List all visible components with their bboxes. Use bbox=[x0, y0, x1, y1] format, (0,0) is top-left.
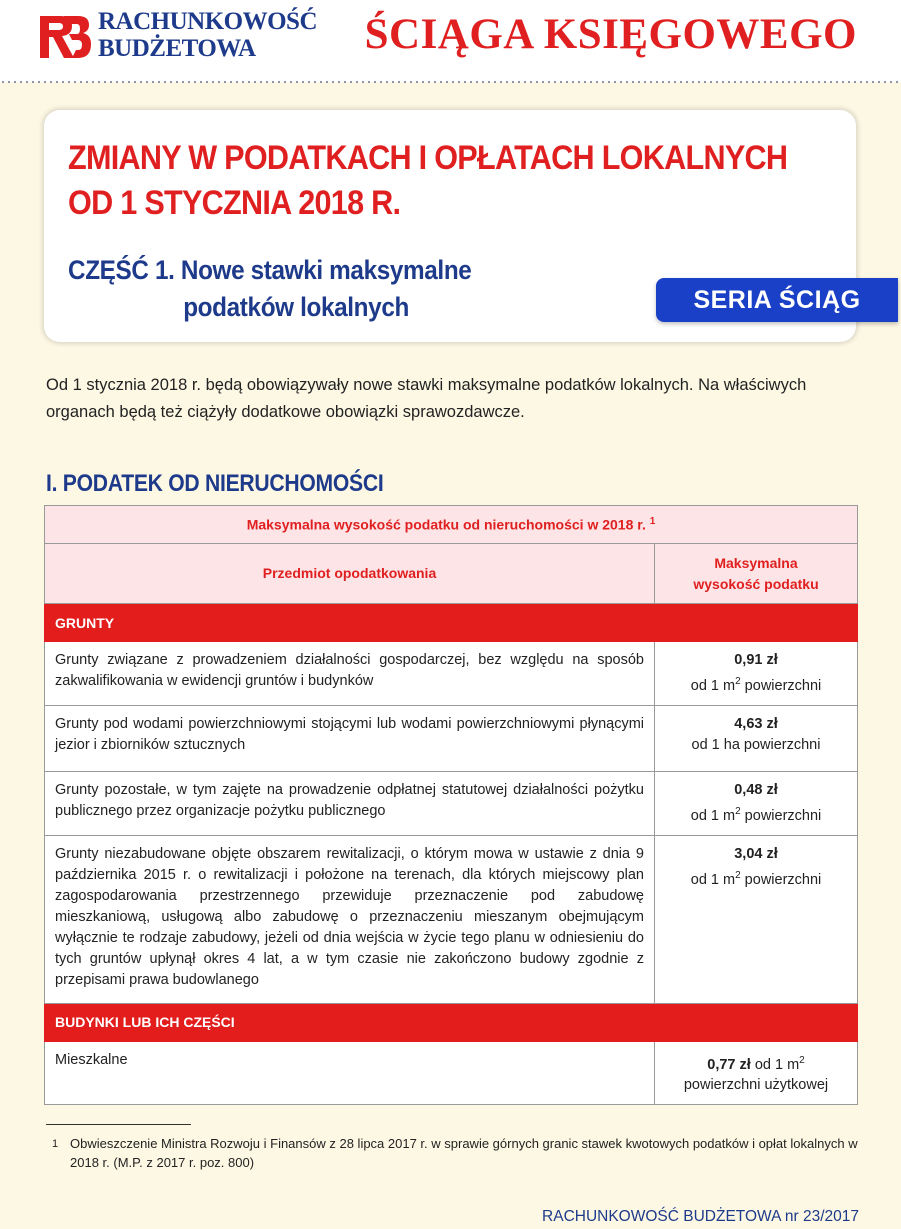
row-unit: od 1 $m^2$ powierzchni bbox=[690, 869, 822, 888]
logo-line-2: BUDŻETOWA bbox=[98, 35, 256, 62]
table-row bbox=[45, 642, 858, 706]
tax-rates-table bbox=[44, 505, 858, 1105]
row-amount: 3,04 zł bbox=[734, 845, 778, 862]
row-amount: 4,63 zł bbox=[734, 715, 778, 732]
row-unit: od 1 ha powierzchni bbox=[691, 736, 821, 753]
table-caption-text: Maksymalna wysokość podatku od nieruchomości w 2018 r. bbox=[246, 516, 646, 533]
footnote-text: Obwieszczenie Ministra Rozwoju i Finansów z 28 lipca 2017 r. w sprawie górnych granic stawek kwotowych podatków i opłat lokalnych w 2018 r. (M.P. z 2017 r. poz. 800) bbox=[70, 1136, 858, 1170]
page-title bbox=[68, 136, 787, 226]
row-unit: od 1 $m^2$ powierzchni bbox=[690, 805, 822, 824]
row-description: Mieszkalne bbox=[45, 1041, 655, 1105]
dotted-divider bbox=[0, 80, 901, 84]
col2-line-2: wysokość podatku bbox=[693, 575, 819, 592]
page-subtitle bbox=[68, 252, 471, 326]
col2-line-1: Maksymalna bbox=[714, 554, 798, 571]
row-value bbox=[655, 771, 858, 835]
row-amount: 0,77 zł bbox=[707, 1056, 751, 1073]
table-header-row bbox=[45, 544, 858, 604]
table-caption bbox=[45, 506, 858, 544]
table-caption-row bbox=[45, 506, 858, 544]
row-value bbox=[655, 835, 858, 1003]
section-heading: I. PODATEK OD NIERUCHOMOŚCI bbox=[46, 470, 384, 497]
row-description: Grunty niezabudowane objęte obszarem rewitalizacji, o którym mowa w ustawie z dnia 9 października 2015 r. o rewitalizacji i położone na terenach, dla których miejscowy plan zagospodarowania przestrzennego przewiduje przeznaczenie pod zabudowę mieszkaniową, usługową albo zabudowę o przeznaczeniu mieszanym obejmującym wyłącznie te rodzaje zabudowy, jeżeli od dnia wejścia w życie tego planu w odniesieniu do tych gruntów upłynął okres 4 lat, a w tym czasie nie zakończono budowy zgodnie z przepisami prawa budowlanego bbox=[45, 835, 655, 1003]
row-description: Grunty związane z prowadzeniem działalności gospodarczej, bez względu na sposób zakwalifikowania w ewidencji gruntów i budynków bbox=[45, 642, 655, 706]
footnote-divider bbox=[46, 1124, 191, 1125]
table-row bbox=[45, 771, 858, 835]
row-amount: 0,48 zł bbox=[734, 781, 778, 798]
publication-logo bbox=[34, 8, 318, 68]
masthead bbox=[0, 0, 901, 82]
series-badge: SERIA ŚCIĄG bbox=[656, 278, 898, 322]
intro-paragraph: Od 1 stycznia 2018 r. będą obowiązywały nowe stawki maksymalne podatków lokalnych. Na właściwych organach będą też ciążyły dodatkowe obowiązki sprawozdawcze. bbox=[46, 376, 807, 421]
category-row-budynki bbox=[45, 1003, 858, 1041]
subtitle-line-2: podatków lokalnych bbox=[183, 292, 409, 322]
row-unit-suffix: powierzchni użytkowej bbox=[683, 1077, 829, 1094]
row-value bbox=[655, 705, 858, 771]
row-value: 0,77 zł od 1 $m^2$ powierzchni użytkowej bbox=[655, 1041, 858, 1105]
table-row bbox=[45, 835, 858, 1003]
title-line-2: OD 1 STYCZNIA 2018 R. bbox=[68, 184, 401, 222]
row-value bbox=[655, 642, 858, 706]
footnote-number: 1 bbox=[52, 1138, 59, 1150]
rb-logo-icon bbox=[34, 10, 92, 64]
footnote-ref: 1 bbox=[649, 516, 656, 528]
category-label: BUDYNKI LUB ICH CZĘŚCI bbox=[45, 1003, 858, 1041]
row-description: Grunty pozostałe, w tym zajęte na prowadzenie odpłatnej statutowej działalności pożytku publicznego przez organizacje pożytku publicznego bbox=[45, 771, 655, 835]
category-label: GRUNTY bbox=[45, 604, 858, 642]
column-header-max-tax bbox=[655, 544, 858, 604]
subtitle-line-1: CZĘŚĆ 1. Nowe stawki maksymalne bbox=[68, 255, 472, 285]
row-amount: 0,91 zł bbox=[734, 652, 778, 668]
table-row bbox=[45, 1041, 858, 1105]
table-row bbox=[45, 705, 858, 771]
logo-line-1: RACHUNKOWOŚĆ bbox=[98, 8, 318, 35]
row-description: Grunty pod wodami powierzchniowymi stojącymi lub wodami powierzchniowymi płynącymi jezior i zbiorników sztucznych bbox=[45, 705, 655, 771]
title-line-1: ZMIANY W PODATKACH I OPŁATACH LOKALNYCH bbox=[68, 139, 788, 177]
row-unit: od 1 m bbox=[750, 1056, 800, 1073]
logo-wordmark bbox=[98, 8, 317, 62]
series-brand-title: ŚCIĄGA KSIĘGOWEGO bbox=[364, 11, 857, 58]
category-row-grunty bbox=[45, 604, 858, 642]
page-footer: RACHUNKOWOŚĆ BUDŻETOWA nr 23/2017 bbox=[542, 1208, 859, 1225]
row-unit: od 1 $m^2$ powierzchni bbox=[690, 676, 822, 694]
column-header-subject: Przedmiot opodatkowania bbox=[45, 544, 655, 604]
